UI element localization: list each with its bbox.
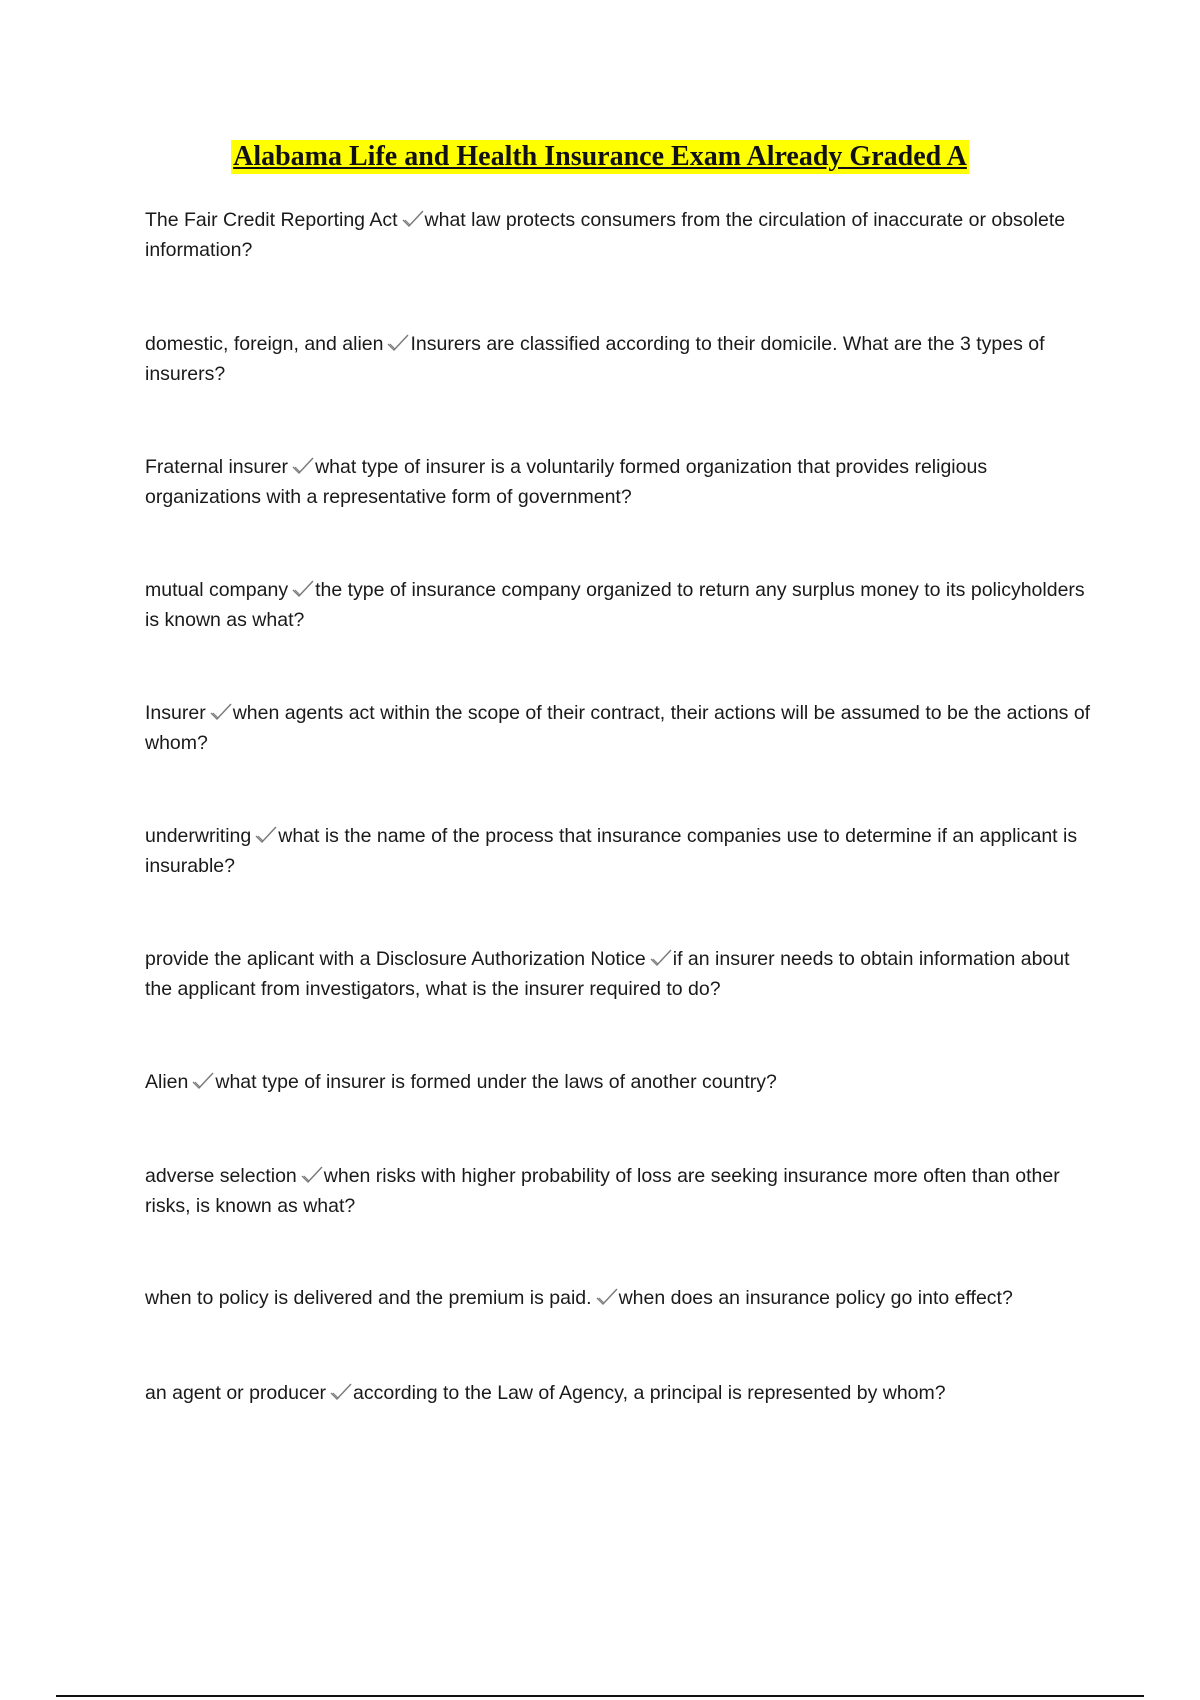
qa-item [145, 1378, 1095, 1408]
qa-answer: domestic, foreign, and alien [145, 333, 384, 355]
qa-answer: when to policy is delivered and the premium is paid. [145, 1287, 592, 1309]
qa-item [145, 452, 1095, 512]
qa-question: Insurers are classified according to their domicile. What are the 3 types of insurers? [145, 333, 1045, 385]
qa-question: according to the Law of Agency, a principal is represented by whom? [353, 1382, 946, 1404]
qa-item [145, 329, 1095, 389]
qa-item [145, 575, 1095, 635]
qa-answer: Alien [145, 1071, 189, 1093]
checkmark-icon [255, 825, 277, 845]
qa-question: when does an insurance policy go into effect? [618, 1287, 1013, 1309]
qa-item [145, 1161, 1095, 1221]
qa-answer: The Fair Credit Reporting Act [145, 209, 398, 231]
checkmark-icon [292, 579, 314, 599]
qa-question: the type of insurance company organized to return any surplus money to its policyholders is known as what? [145, 579, 1085, 631]
qa-item [145, 1067, 1095, 1097]
qa-question: what type of insurer is a voluntarily formed organization that provides religious organizations with a representative form of government? [145, 456, 988, 508]
page-title: Alabama Life and Health Insurance Exam Already Graded A [233, 141, 967, 172]
qa-answer: Insurer [145, 702, 206, 724]
qa-answer: Fraternal insurer [145, 456, 289, 478]
qa-answer: mutual company [145, 579, 289, 601]
qa-answer: adverse selection [145, 1165, 297, 1187]
qa-item [145, 698, 1095, 758]
qa-question: what law protects consumers from the circulation of inaccurate or obsolete information? [145, 209, 1066, 261]
qa-question: when agents act within the scope of their contract, their actions will be assumed to be the actions of whom? [145, 702, 1091, 754]
qa-answer: provide the aplicant with a Disclosure Authorization Notice [145, 948, 646, 970]
qa-question: when risks with higher probability of loss are seeking insurance more often than other risks, is known as what? [145, 1165, 1060, 1217]
checkmark-icon [210, 702, 232, 722]
footer-divider [56, 1695, 1144, 1697]
checkmark-icon [192, 1071, 214, 1091]
checkmark-icon [301, 1165, 323, 1185]
title-container [0, 140, 1200, 174]
qa-item [145, 821, 1095, 881]
qa-question: if an insurer needs to obtain information about the applicant from investigators, what is the insurer required to do? [145, 948, 1070, 1000]
checkmark-icon [402, 209, 424, 229]
qa-item [145, 944, 1095, 1004]
checkmark-icon [650, 948, 672, 968]
checkmark-icon [330, 1382, 352, 1402]
qa-question: what type of insurer is formed under the laws of another country? [215, 1071, 777, 1093]
qa-answer: an agent or producer [145, 1382, 327, 1404]
checkmark-icon [387, 333, 409, 353]
qa-item [145, 1283, 1095, 1313]
checkmark-icon [292, 456, 314, 476]
qa-item [145, 205, 1095, 265]
qa-question: what is the name of the process that insurance companies use to determine if an applicant is insurable? [145, 825, 1078, 877]
checkmark-icon [596, 1287, 618, 1307]
qa-answer: underwriting [145, 825, 252, 847]
